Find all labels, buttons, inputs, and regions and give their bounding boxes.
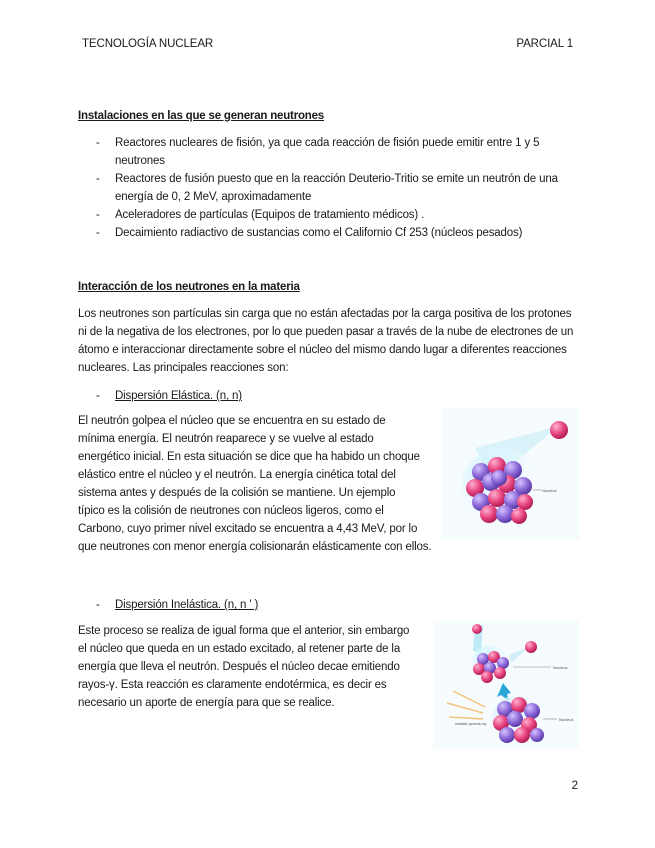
list-item: - Reactores de fusión puesto que en la reacción Deuterio-Tritio se emite un neutrón de una energía de 0, 2 MeV, aproximadamente — [78, 170, 583, 206]
header-title: TECNOLOGÍA NUCLEAR — [82, 38, 214, 50]
page-number: 2 — [571, 780, 578, 792]
interaction-intro-paragraph: Los neutrones son partículas sin carga que no están afectadas por la carga positiva de los protones ni de la negativa de los electrones, por lo que pueden pasar a través de la nube de electrones de un átomo e interaccionar directamente sobre el núcleo del mismo dando lugar a diferentes reacciones nucleares. Las principales reacciones son: — [78, 308, 574, 374]
bullet-dash: - — [96, 173, 100, 185]
figure-label-gamma: Inelastic gamma ray — [455, 722, 487, 726]
list-item: - Decaimiento radiactivo de sustancias como el Californio Cf 253 (núcleos pesados) — [78, 224, 583, 242]
figure-label-nucleus-top: Nucleus — [553, 665, 568, 670]
elastic-paragraph: El neutrón golpea el núcleo que se encuentra en su estado de mínima energía. El neutrón reaparece y se vuelve al estado energético inicial. En esta situación se dice que ha habido un choque elástico entre el núcleo y el neutrón. La energía cinética total del sistema antes y después de la colisión se mantiene. Un ejemplo típico es la colisión de neutrones con núcleos ligeros, como el Carbono, cuyo primer nivel excitado se encuentra a 4,43 MeV, por lo que neutrones con menor energía colisionarán elásticamente con ellos. — [78, 412, 583, 556]
bullet-dash: - — [96, 137, 100, 149]
figure-float-spacer — [423, 412, 583, 536]
bullet-dash: - — [96, 390, 100, 402]
elastic-label: Dispersión Elástica. (n, n) — [115, 390, 242, 402]
inelastic-label: Dispersión Inelástica. (n, n ' ) — [115, 599, 259, 611]
figure-label-nucleus-bottom: Nucleus — [559, 717, 574, 722]
list-item: - Aceleradores de partículas (Equipos de tratamiento médicos) . — [78, 206, 583, 224]
figure-float-spacer — [417, 622, 583, 742]
bullet-dash: - — [96, 599, 100, 611]
header-exam: PARCIAL 1 — [516, 38, 573, 50]
figure-label-nucleus: Nucleus — [542, 488, 557, 493]
section-title-neutron-interaction: Interacción de los neutrones en la materia — [78, 281, 300, 293]
section-title-neutron-sources: Instalaciones en las que se generan neutrones — [78, 110, 325, 122]
bullet-dash: - — [96, 209, 100, 221]
bullet-dash: - — [96, 227, 100, 239]
list-item: - Reactores nucleares de fisión, ya que cada reacción de fisión puede emitir entre 1 y 5 neutrones — [78, 134, 583, 170]
inelastic-paragraph: Este proceso se realiza de igual forma que el anterior, sin embargo el núcleo que queda en un estado excitado, al retener parte de la energía que lleva el neutrón. Después el núcleo decae emitiendo rayos-γ. Esta reacción es claramente endotérmica, es decir es necesario un aporte de energía para que se realice. — [78, 622, 583, 742]
neutron-sources-list — [78, 134, 583, 242]
